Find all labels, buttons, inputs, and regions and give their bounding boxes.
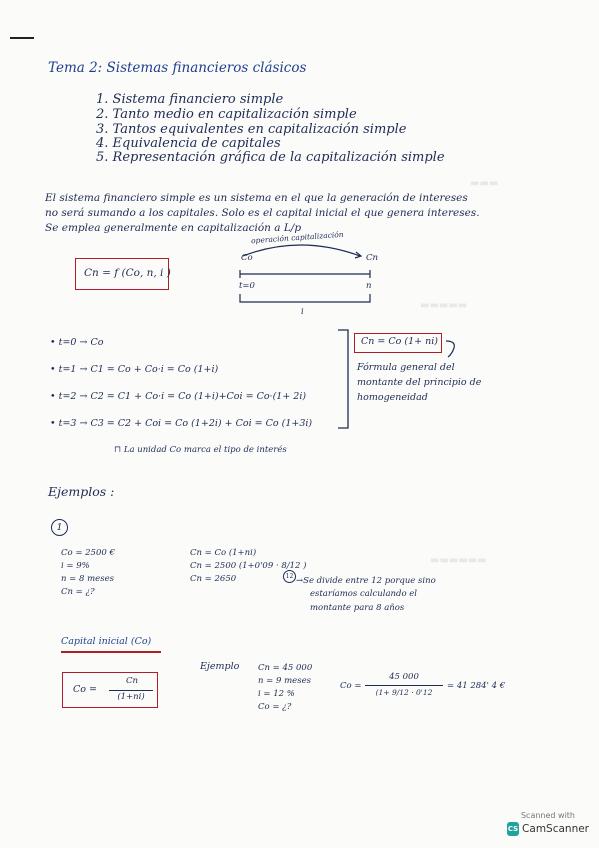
intro-line: Se emplea generalmente en capitalización a L/p — [45, 222, 302, 234]
curl-arrow-icon — [444, 338, 460, 360]
cs-logo-icon: CS — [507, 822, 519, 836]
denominator-circle: 12 — [283, 570, 296, 583]
ex2-lhs: Co = — [340, 681, 362, 691]
camscanner-logo — [507, 822, 589, 836]
arc-label: operación capitalización — [250, 229, 344, 246]
ex1-value: i = 9% — [61, 561, 90, 571]
timeline-i: i — [301, 307, 304, 317]
ex2-den: (1+ 9/12 · 0'12 — [375, 688, 433, 697]
intro-line: El sistema financiero simple es un sistema en el que la generación de intereses — [45, 192, 468, 204]
ex2-result: = 41 284' 4 € — [447, 681, 506, 691]
fraction-bar — [365, 685, 443, 686]
function-box — [75, 258, 169, 290]
timeline-t0: t=0 — [239, 281, 255, 291]
step-line: • t=1 → C1 = Co + Co·i = Co (1+i) — [50, 364, 219, 375]
margin-mark — [10, 37, 34, 39]
example-number-badge: 1 — [51, 519, 68, 536]
ex2-value: Cn = 45 000 — [258, 663, 313, 673]
general-desc: Fórmula general del — [357, 362, 455, 373]
function-formula: Cn = f (Co, n, i ) — [84, 267, 171, 279]
co-formula-num: Cn — [126, 676, 138, 686]
capital-heading: Capital inicial (Co) — [61, 636, 152, 647]
bracket-svg — [336, 328, 352, 432]
ex1-calc-line: Cn = Co (1+ni) — [190, 548, 257, 558]
general-formula: Cn = Co (1+ ni) — [361, 336, 438, 347]
step-line: • t=0 → Co — [50, 337, 104, 348]
ex1-value: n = 8 meses — [61, 574, 114, 584]
ejemplo-label: Ejemplo — [200, 661, 240, 672]
toc-item: 5. Representación gráfica de la capitalización simple — [96, 150, 445, 165]
ex2-value: i = 12 % — [258, 689, 295, 699]
general-desc: homogeneidad — [357, 392, 428, 403]
ex1-note: estaríamos calculando el — [310, 589, 418, 599]
ex1-note: montante para 8 años — [310, 603, 405, 613]
toc-item: 3. Tantos equivalentes en capitalización simple — [96, 122, 407, 137]
toc-item: 4. Equivalencia de capitales — [96, 136, 281, 151]
ex2-value: Co = ¿? — [258, 702, 292, 712]
ex1-calc-line: Cn = 2500 (1+0'09 · 8/12 ) — [190, 561, 307, 571]
general-desc: montante del principio de — [357, 377, 482, 388]
co-formula-lhs: Co = — [73, 684, 97, 695]
note-line: ⊓ La unidad Co marca el tipo de interés — [114, 445, 287, 455]
step-line: • t=3 → C3 = C2 + Coi = Co (1+2i) + Coi = Co (1+3i) — [50, 418, 313, 429]
co-formula-den: (1+ni) — [117, 692, 145, 702]
ex2-value: n = 9 meses — [258, 676, 311, 686]
general-formula-box — [354, 333, 442, 353]
camscanner-label: CamScanner — [522, 823, 589, 835]
ex1-calc-line: Cn = 2650 — [190, 574, 237, 584]
ex1-value: Co = 2500 € — [61, 548, 115, 558]
ex1-value: Cn = ¿? — [61, 587, 95, 597]
fraction-bar — [109, 690, 153, 691]
ex1-note: →Se divide entre 12 porque sino — [296, 576, 436, 586]
co-formula-box — [62, 672, 158, 708]
bracket-shape — [338, 330, 348, 428]
timeline-n: n — [366, 281, 372, 291]
ex2-num: 45 000 — [389, 672, 419, 682]
camscanner-watermark — [507, 811, 589, 836]
heading-underline — [61, 651, 161, 653]
timeline-cn: Cn — [366, 253, 378, 263]
intro-line: no será sumando a los capitales. Solo es el capital inicial el que genera intereses. — [45, 207, 480, 219]
interval-bracket — [240, 294, 370, 302]
examples-heading: Ejemplos : — [48, 484, 115, 499]
timeline-co: Co — [241, 253, 253, 263]
arc-curve — [243, 245, 360, 256]
page-title: Tema 2: Sistemas financieros clásicos — [48, 60, 307, 76]
scanned-with-label: Scanned with — [520, 811, 576, 820]
step-line: • t=2 → C2 = C1 + Co·i = Co (1+i)+Coi = Co·(1+ 2i) — [50, 391, 307, 402]
toc-item: 2. Tanto medio en capitalización simple — [96, 107, 357, 122]
toc-item: 1. Sistema financiero simple — [96, 92, 284, 107]
